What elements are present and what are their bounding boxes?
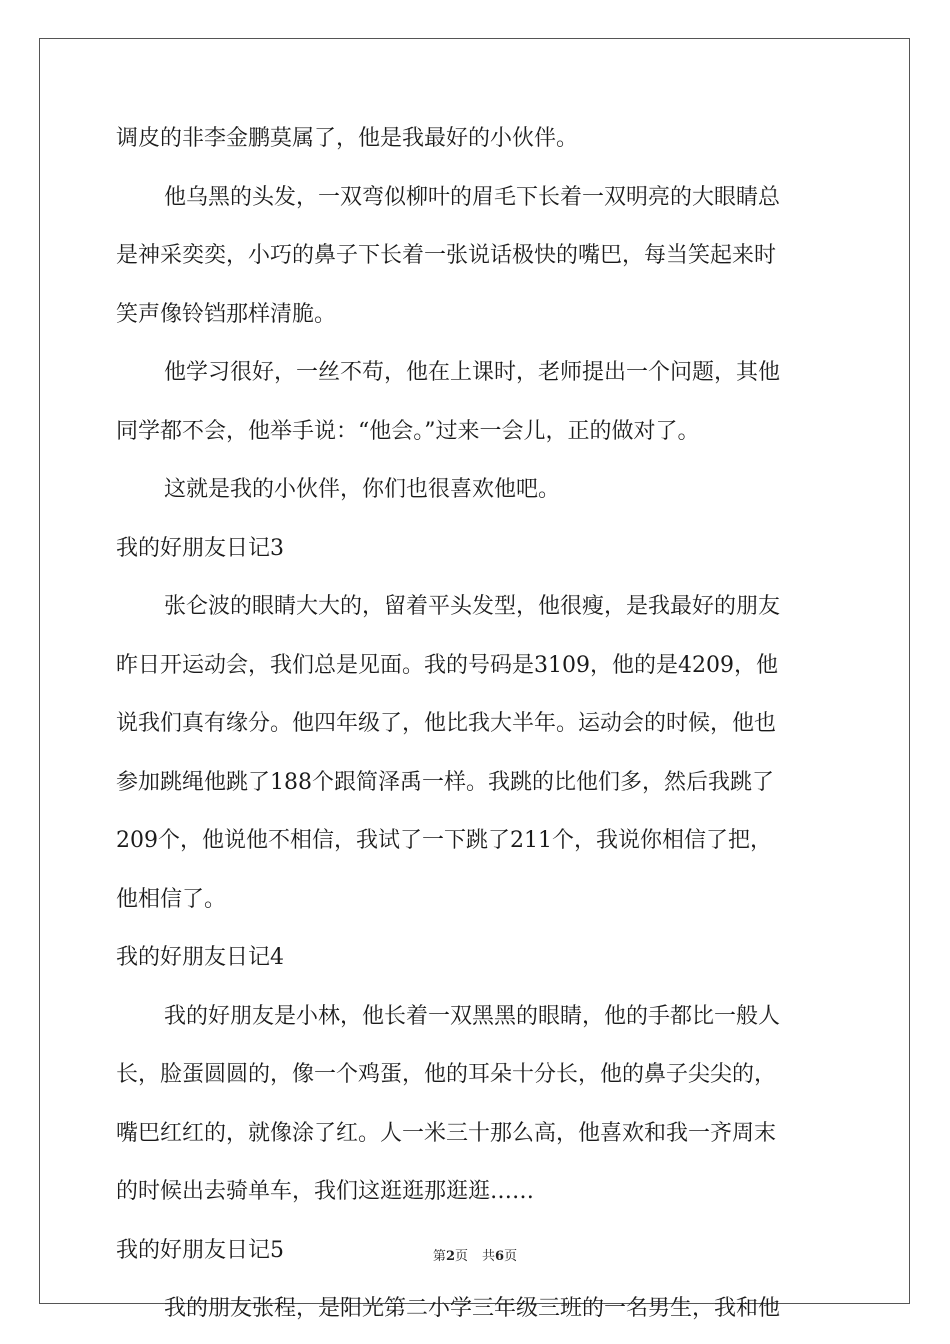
text-line: 调皮的非李金鹏莫属了，他是我最好的小伙伴。 [116, 126, 579, 151]
paragraph-first-line: 张仑波的眼睛大大的，留着平头发型，他很瘦，是我最好的朋友 [164, 594, 781, 619]
paragraph-first-line: 我的好朋友是小林，他长着一双黑黑的眼睛，他的手都比一般人 [164, 1004, 781, 1029]
paragraph-first-line: 我的朋友张程，是阳光第二小学三年级三班的一名男生，我和他 [164, 1296, 781, 1321]
text-line: 昨日开运动会，我们总是见面。我的号码是3109，他的是4209，他 [116, 653, 778, 678]
text-line: 是神采奕奕，小巧的鼻子下长着一张说话极快的嘴巴，每当笑起来时 [116, 243, 777, 268]
total-pages: 6 [495, 1249, 505, 1264]
paragraph-first-line: 他乌黑的头发，一双弯似柳叶的眉毛下长着一双明亮的大眼睛总 [164, 185, 781, 210]
page-number: 2 [445, 1249, 455, 1264]
page-footer [0, 1245, 950, 1264]
total-label-suffix: 页 [504, 1249, 518, 1264]
paragraph-first-line: 他学习很好，一丝不苟，他在上课时，老师提出一个问题，其他 [164, 360, 781, 385]
text-line: 他相信了。 [116, 887, 227, 912]
text-line: 209个，他说他不相信，我试了一下跳了211个，我说你相信了把， [116, 828, 772, 853]
text-line: 的时候出去骑单车，我们这逛逛那逛逛…… [116, 1179, 535, 1204]
text-line: 说我们真有缘分。他四年级了，他比我大半年。运动会的时候，他也 [116, 711, 777, 736]
total-label-prefix: 共 [482, 1249, 496, 1264]
section-heading: 我的好朋友日记4 [116, 945, 284, 970]
text-line: 笑声像铃铛那样清脆。 [116, 302, 337, 327]
page-label-prefix: 第 [432, 1249, 446, 1264]
text-line: 嘴巴红红的，就像涂了红。人一米三十那么高，他喜欢和我一齐周末 [116, 1121, 777, 1146]
text-line: 参加跳绳他跳了188个跟简泽禹一样。我跳的比他们多，然后我跳了 [116, 770, 774, 795]
text-line: 同学都不会，他举手说：“他会。”过来一会儿，正的做对了。 [116, 419, 700, 444]
paragraph-first-line: 这就是我的小伙伴，你们也很喜欢他吧。 [164, 477, 561, 502]
text-line: 长，脸蛋圆圆的，像一个鸡蛋，他的耳朵十分长，他的鼻子尖尖的， [116, 1062, 777, 1087]
section-heading: 我的好朋友日记5 [116, 1238, 284, 1263]
page-label-suffix: 页 [454, 1249, 468, 1264]
section-heading: 我的好朋友日记3 [116, 536, 284, 561]
